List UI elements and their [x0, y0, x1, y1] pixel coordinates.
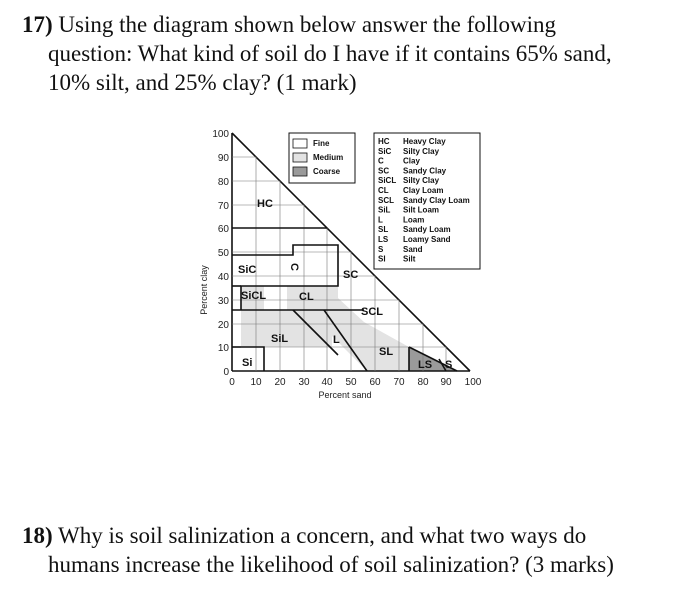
y-tick-60: 60: [217, 224, 229, 235]
abbr-code-ls: LS: [378, 235, 389, 244]
question-18: [22, 521, 682, 579]
y-axis-title: Percent clay: [199, 265, 209, 315]
question-18-text-1: Why is soil salinization a concern, and what two ways do: [58, 523, 587, 548]
question-18-line-2: humans increase the likelihood of soil salinization? (3 marks): [48, 552, 614, 577]
x-tick-100: 100: [464, 377, 482, 388]
y-tick-10: 10: [217, 343, 229, 354]
question-17-line-2: question: What kind of soil do I have if it contains 65% sand,: [48, 41, 612, 66]
abbr-code-si: SI: [378, 254, 386, 264]
abbr-code-hc: HC: [378, 137, 390, 146]
zone-label-c: C: [288, 263, 300, 271]
x-axis-title: Percent sand: [318, 390, 372, 400]
x-tick-0: 0: [229, 377, 235, 388]
x-tick-10: 10: [250, 377, 262, 388]
abbr-name-sl: Sandy Loam: [403, 225, 451, 235]
abbr-name-sic: Silty Clay: [403, 146, 440, 156]
abbr-code-sl: SL: [378, 225, 389, 235]
y-tick-90: 90: [217, 153, 229, 164]
abbr-name-sicl: Silty Clay: [403, 176, 440, 186]
medium-swatch: [293, 153, 307, 162]
zone-label-cl: CL: [299, 291, 314, 303]
abbr-name-si: Silt: [403, 254, 416, 264]
zone-label-sl: SL: [379, 346, 394, 358]
y-axis-ticks: [212, 129, 229, 378]
soil-texture-diagram: [195, 125, 495, 405]
legend-coarse: Coarse: [313, 167, 341, 176]
abbr-code-sicl: SiCL: [378, 176, 397, 186]
zone-label-ls: LS: [418, 359, 433, 371]
y-tick-50: 50: [217, 248, 229, 259]
y-tick-40: 40: [217, 272, 229, 283]
zone-label-s: S: [445, 359, 453, 371]
abbr-code-cl: CL: [378, 186, 389, 195]
y-tick-100: 100: [212, 129, 229, 140]
texture-legend: [289, 133, 355, 183]
y-tick-0: 0: [223, 367, 229, 378]
y-tick-70: 70: [217, 201, 229, 212]
question-18-number: 18): [22, 523, 53, 548]
x-tick-80: 80: [417, 377, 429, 388]
question-17-line-3: 10% silt, and 25% clay? (1 mark): [48, 70, 357, 95]
abbreviation-key: [374, 133, 480, 269]
x-tick-90: 90: [440, 377, 452, 388]
y-tick-30: 30: [217, 296, 229, 307]
zone-label-sic: SiC: [238, 264, 257, 276]
zone-label-sicl: SiCL: [241, 290, 267, 302]
x-tick-30: 30: [298, 377, 310, 388]
zone-label-scl: SCL: [361, 306, 383, 318]
abbr-name-sil: Silt Loam: [403, 205, 440, 215]
question-17: [22, 10, 682, 97]
abbr-name-cl: Clay Loam: [403, 186, 444, 195]
coarse-swatch: [293, 167, 307, 176]
y-tick-80: 80: [217, 177, 229, 188]
x-tick-70: 70: [393, 377, 405, 388]
abbr-code-sc: SC: [378, 166, 390, 176]
zone-label-sil: SiL: [271, 333, 289, 345]
abbr-name-ls: Loamy Sand: [403, 235, 451, 244]
question-17-text-1: Using the diagram shown below answer the following: [58, 12, 557, 37]
abbr-name-s: Sand: [403, 244, 423, 254]
x-tick-50: 50: [345, 377, 357, 388]
abbr-name-scl: Sandy Clay Loam: [403, 195, 470, 205]
zone-label-sc: SC: [343, 269, 359, 281]
x-axis-ticks: [229, 377, 482, 388]
abbr-code-sil: SiL: [378, 205, 391, 215]
abbr-code-scl: SCL: [378, 195, 394, 205]
abbr-name-l: Loam: [403, 215, 425, 225]
abbr-name-sc: Sandy Clay: [403, 166, 447, 176]
x-tick-20: 20: [274, 377, 286, 388]
abbr-code-c: C: [378, 156, 384, 166]
question-18-line-1: [22, 521, 682, 550]
legend-medium: Medium: [313, 153, 344, 162]
y-tick-20: 20: [217, 320, 229, 331]
zone-label-hc: HC: [257, 198, 273, 210]
x-tick-40: 40: [321, 377, 333, 388]
legend-fine: Fine: [313, 139, 330, 148]
x-tick-60: 60: [369, 377, 381, 388]
abbr-name-hc: Heavy Clay: [403, 137, 446, 146]
fine-swatch: [293, 139, 307, 148]
abbr-code-s: S: [378, 244, 384, 254]
abbr-name-c: Clay: [403, 156, 420, 166]
zone-label-si: Si: [242, 357, 253, 369]
question-17-number: 17): [22, 12, 53, 37]
question-17-line-1: [22, 10, 682, 39]
zone-label-l: L: [333, 334, 340, 346]
abbr-code-l: L: [378, 215, 383, 225]
abbr-code-sic: SiC: [378, 146, 392, 156]
